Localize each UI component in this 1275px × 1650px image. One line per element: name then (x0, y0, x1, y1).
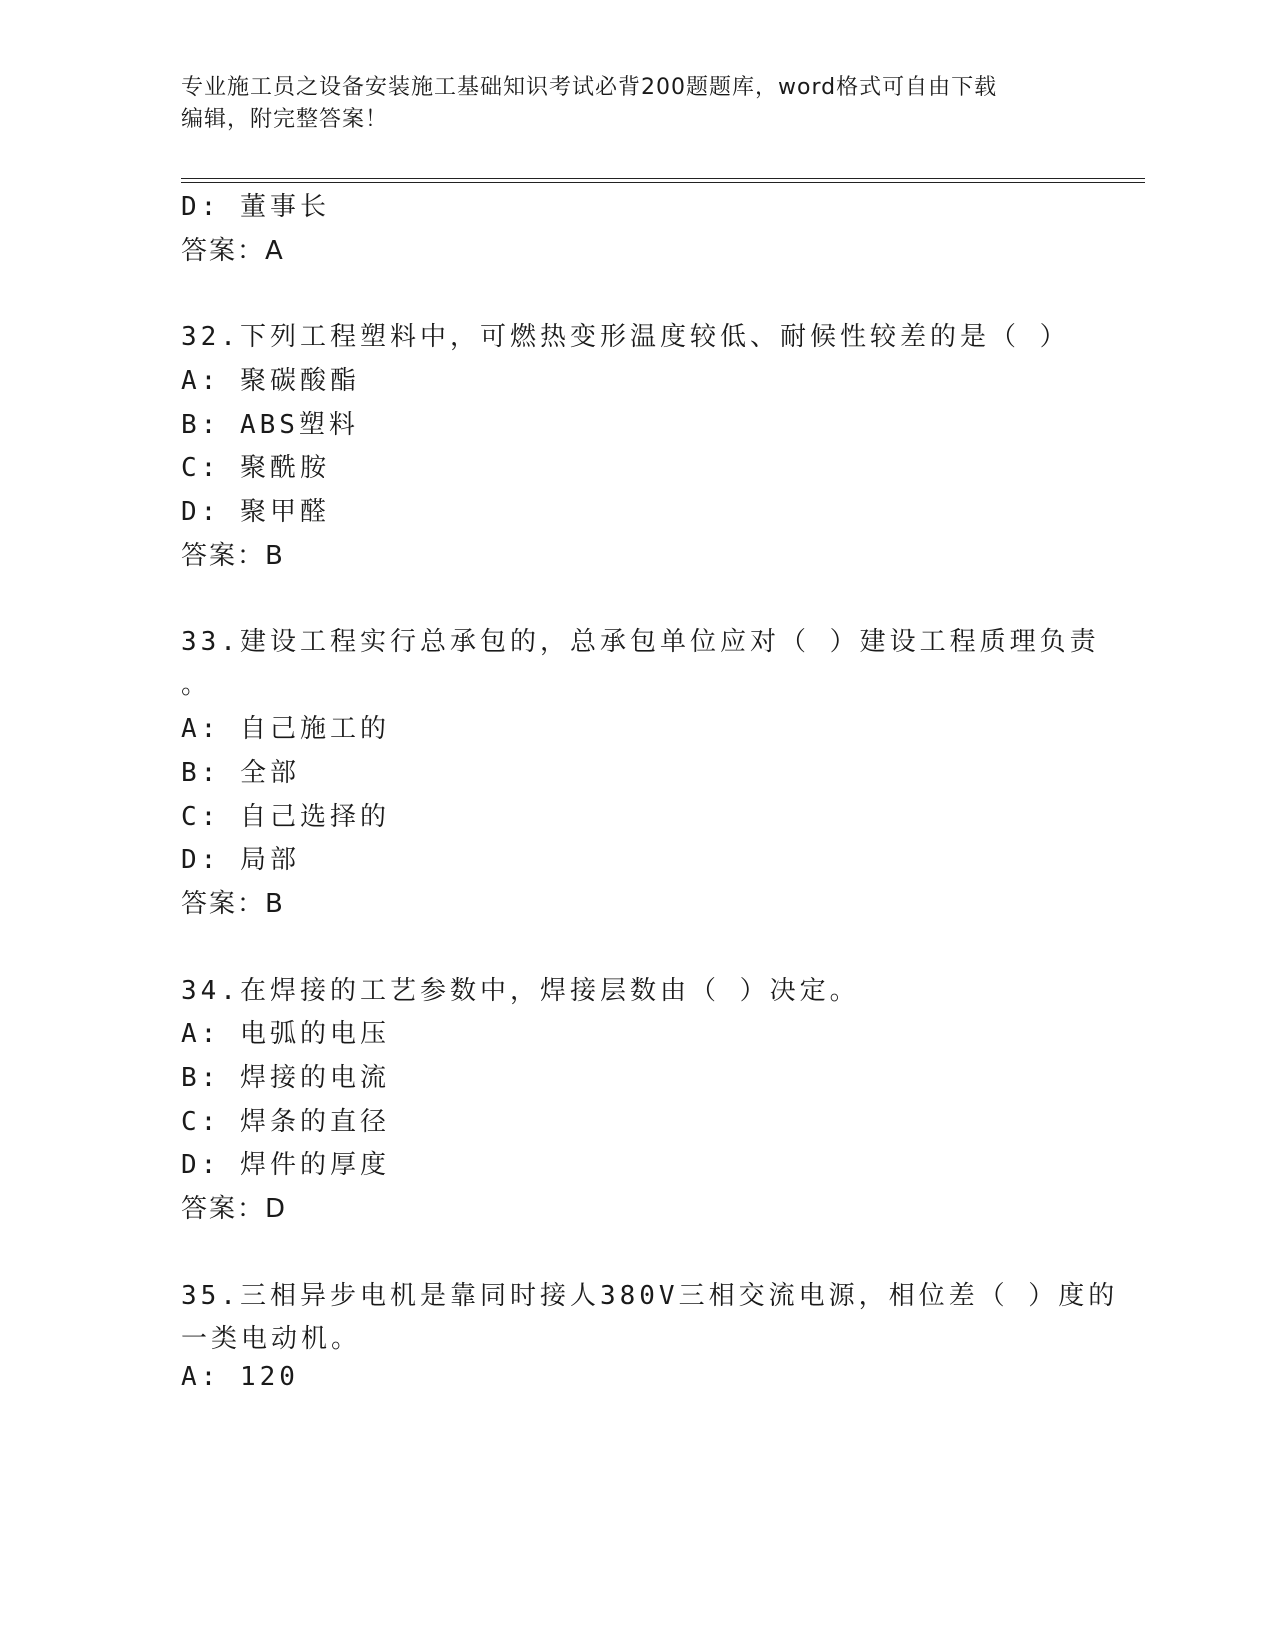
question-text: 32.下列工程塑料中，可燃热变形温度较低、耐候性较差的是（ ） (181, 322, 1070, 352)
question-text: 35.三相异步电机是靠同时接人380V三相交流电源，相位差（ ）度的 (181, 1281, 1119, 1311)
option-a: A: 电弧的电压 (181, 1019, 390, 1049)
answer-label: 答案：B (181, 541, 285, 571)
option-c: C: 聚酰胺 (181, 453, 330, 483)
answer-label: 答案：D (181, 1194, 288, 1224)
question-text-continued: 。 (181, 670, 212, 700)
header-divider-bottom (181, 182, 1145, 183)
option-c: C: 自己选择的 (181, 802, 390, 832)
question-text-continued: 一类电动机。 (181, 1324, 362, 1354)
answer-label: 答案：B (181, 889, 285, 919)
question-text: 33.建设工程实行总承包的，总承包单位应对（ ）建设工程质理负责 (181, 627, 1100, 657)
option-d: D: 聚甲醛 (181, 497, 330, 527)
option-d: D: 局部 (181, 845, 300, 875)
option-d: D: 焊件的厚度 (181, 1150, 390, 1180)
option-a: A: 自己施工的 (181, 714, 390, 744)
answer-label: 答案：A (181, 236, 285, 266)
question-text: 34.在焊接的工艺参数中，焊接层数由（ ）决定。 (181, 976, 860, 1006)
header-divider-top (181, 178, 1145, 179)
option-a: A: 120 (181, 1362, 299, 1392)
header-title-line1: 专业施工员之设备安装施工基础知识考试必背200题题库，word格式可自由下载 (181, 75, 998, 100)
option-b: B: 全部 (181, 758, 300, 788)
option-d: D: 董事长 (181, 192, 330, 222)
header-title-line2: 编辑，附完整答案！ (181, 107, 389, 132)
option-b: B: 焊接的电流 (181, 1063, 390, 1093)
document-header (181, 72, 1061, 136)
option-c: C: 焊条的直径 (181, 1107, 390, 1137)
option-a: A: 聚碳酸酯 (181, 366, 360, 396)
option-b: B: ABS塑料 (181, 410, 359, 440)
